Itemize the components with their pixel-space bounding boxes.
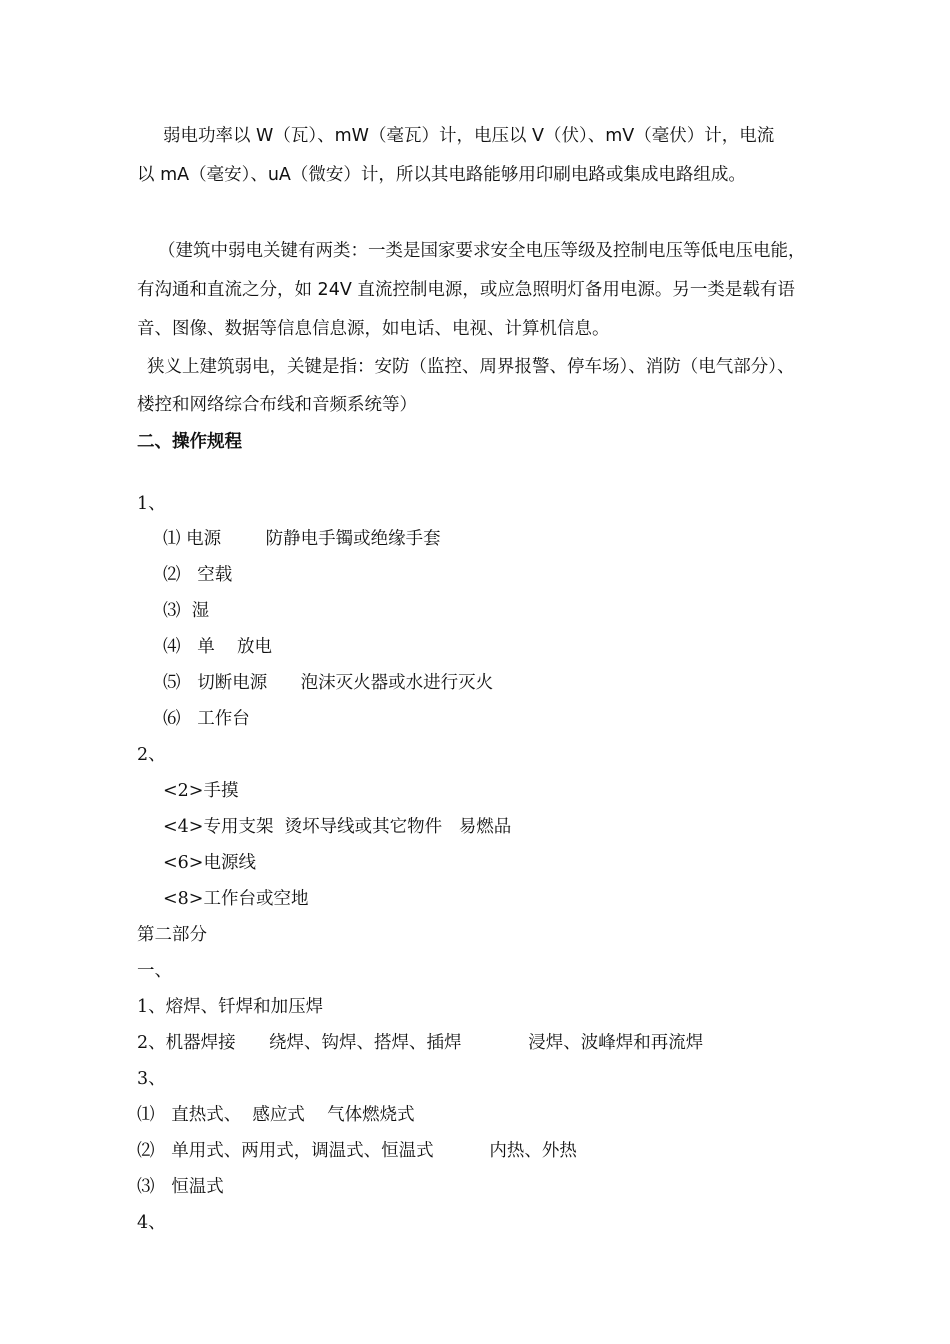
part2-item-2: 2、机器焊接 绕焊、钩焊、搭焊、插焊 浸焊、波峰焊和再流焊	[137, 1033, 704, 1053]
part2-heading: 第二部分	[137, 925, 207, 945]
intro-line-2: 以 mA（毫安）、uA（微安）计，所以其电路能够用印刷电路或集成电路组成。	[137, 165, 746, 185]
q1-item-5: ⑸ 切断电源 泡沫灭火器或水进行灭火	[163, 673, 494, 693]
q1-item-4: ⑷ 单 放电	[163, 637, 272, 657]
types-line-2: 有沟通和直流之分，如 24V 直流控制电源，或应急照明灯备用电源。另一类是载有语	[137, 280, 795, 300]
q2-item-1: <2>手摸	[163, 781, 239, 801]
types-line-4: 狭义上建筑弱电，关键是指：安防（监控、周界报警、停车场）、消防（电气部分）、	[147, 357, 795, 377]
part2-item-3-label: 3、	[137, 1069, 166, 1089]
part2-sub-label: 一、	[137, 961, 172, 981]
q1-item-6: ⑹ 工作台	[163, 709, 250, 729]
q1-item-2: ⑵ 空载	[163, 565, 233, 585]
q1-item-3: ⑶ 湿	[163, 601, 210, 621]
types-line-5: 楼控和网络综合布线和音频系统等）	[137, 395, 417, 415]
types-line-3: 音、图像、数据等信息信息源，如电话、电视、计算机信息。	[137, 319, 610, 339]
types-line-1: （建筑中弱电关键有两类：一类是国家要求安全电压等级及控制电压等低电压电能，	[158, 241, 806, 261]
part2-item-3-3: ⑶ 恒温式	[137, 1177, 224, 1197]
part2-item-4-label: 4、	[137, 1213, 166, 1233]
part2-item-3-2: ⑵ 单用式、两用式，调温式、恒温式 内热、外热	[137, 1141, 577, 1161]
part2-item-1: 1、熔焊、钎焊和加压焊	[137, 997, 324, 1017]
q2-label: 2、	[137, 745, 166, 765]
q1-label: 1、	[137, 494, 166, 514]
section-heading-operation: 二、操作规程	[137, 432, 242, 452]
q2-item-2: <4>专用支架 烫坏导线或其它物件 易燃品	[163, 817, 512, 837]
part2-item-3-1: ⑴ 直热式、 感应式 气体燃烧式	[137, 1105, 415, 1125]
q2-item-3: <6>电源线	[163, 853, 256, 873]
q1-item-1: ⑴ 电源 防静电手镯或绝缘手套	[163, 529, 441, 549]
intro-line-1: 弱电功率以 W（瓦）、mW（毫瓦）计，电压以 V（伏）、mV（毫伏）计，电流	[163, 126, 775, 146]
q2-item-4: <8>工作台或空地	[163, 889, 309, 909]
